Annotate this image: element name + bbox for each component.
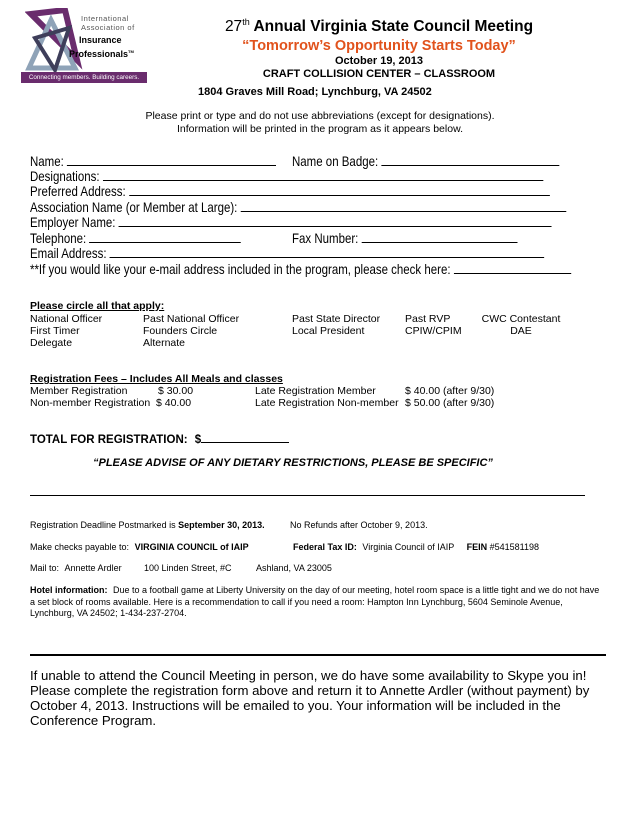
name-label: Name: — [30, 153, 64, 169]
mail-city: Ashland, VA 23005 — [256, 563, 332, 573]
payable-payee: VIRGINIA COUNCIL of IAIP — [134, 542, 249, 552]
association-label: Association Name (or Member at Large): — [30, 199, 238, 215]
fee-late-member-label: Late Registration Member — [255, 385, 376, 397]
designations-row — [30, 168, 543, 184]
hotel-info — [30, 585, 606, 620]
option-delegate[interactable]: Delegate — [30, 337, 73, 349]
fee-member-label: Member Registration — [30, 385, 128, 397]
preferred-address-field[interactable] — [129, 183, 550, 196]
email-field[interactable] — [110, 245, 545, 258]
deadline-date: September 30, 2013. — [178, 520, 265, 530]
mail-name: Annette Ardler — [64, 563, 122, 573]
employer-field[interactable] — [119, 214, 552, 227]
tax-id-row — [293, 541, 539, 553]
fax-field[interactable] — [362, 230, 518, 243]
fee-late-nonmember-label: Late Registration Non-member — [255, 397, 399, 409]
fein-label: FEIN — [466, 542, 488, 552]
employer-label: Employer Name: — [30, 214, 116, 230]
telephone-label: Telephone: — [30, 230, 87, 246]
skype-note: If unable to attend the Council Meeting in person, we do have some availability to Skype you in! Please complete the registration form above and return it to Annette Ardler (without payment) by October 4, 2013. Instructions will be emailed to you. Your information will be included in the Conference Program. — [30, 668, 590, 728]
option-past-rvp[interactable]: Past RVP — [405, 313, 451, 325]
circle-col2 — [143, 313, 239, 349]
name-field[interactable] — [67, 153, 276, 166]
event-theme: “Tomorrow’s Opportunity Starts Today” — [242, 38, 516, 55]
fee-member-price: $ 30.00 — [158, 385, 194, 397]
circle-col3 — [292, 313, 380, 337]
ordinal-suffix: th — [242, 17, 250, 27]
email-label: Email Address: — [30, 245, 107, 261]
instructions — [100, 110, 540, 136]
option-local-president[interactable]: Local President — [292, 325, 365, 337]
hotel-label: Hotel information: — [30, 585, 108, 595]
instructions-line1: Please print or type and do not use abbreviations (except for designations). — [145, 110, 495, 122]
hotel-text: Due to a football game at Liberty University on the day of our meeting, hotel room space is a little tight and we do not have a set block of rooms available. Here is a recommendation to call if you need a room: Hampton Inn Lynchburg, 5604 Seminole Avenue, Lynchburg, VA 24502; 1-434-237-2704. — [30, 585, 600, 618]
total-currency: $ — [194, 434, 202, 446]
employer-row — [30, 214, 552, 230]
tax-id-label: Federal Tax ID: — [293, 542, 357, 552]
tax-id-value: Virginia Council of IAIP — [362, 542, 455, 552]
event-title-text: Annual Virginia State Council Meeting — [253, 18, 534, 36]
name-row — [30, 153, 276, 169]
telephone-field[interactable] — [89, 230, 241, 243]
mail-to-row — [30, 562, 122, 574]
fee-late-nonmember-price: $ 50.00 (after 9/30) — [405, 397, 495, 409]
event-title: 27th Annual Virginia State Council Meeting — [224, 17, 534, 36]
circle-heading: Please circle all that apply: — [30, 300, 165, 312]
option-founders-circle[interactable]: Founders Circle — [143, 325, 218, 337]
payable-row — [30, 541, 249, 553]
association-field[interactable] — [241, 199, 567, 212]
option-dae[interactable]: DAE — [510, 325, 532, 337]
dietary-field[interactable] — [30, 494, 585, 496]
payable-prefix: Make checks payable to: — [30, 542, 130, 552]
badge-row — [292, 153, 559, 169]
option-first-timer[interactable]: First Timer — [30, 325, 80, 337]
deadline-row — [30, 519, 265, 531]
logo-line3: Insurance — [79, 35, 122, 45]
designations-label: Designations: — [30, 168, 100, 184]
circle-col1 — [30, 313, 102, 349]
fee-late-member-price: $ 40.00 (after 9/30) — [405, 385, 495, 397]
total-row — [30, 430, 289, 446]
email-row — [30, 245, 544, 261]
header — [150, 12, 608, 81]
logo-tagline: Connecting members. Building careers. — [21, 72, 147, 83]
fax-row — [292, 230, 517, 246]
email-consent-row — [30, 261, 571, 277]
instructions-line2: Information will be printed in the program as it appears below. — [177, 123, 463, 135]
option-cwc-contestant[interactable]: CWC Contestant — [481, 313, 561, 325]
option-national-officer[interactable]: National Officer — [30, 313, 103, 325]
logo-tm: TM — [128, 49, 134, 54]
telephone-row — [30, 230, 241, 246]
designations-field[interactable] — [103, 168, 543, 181]
total-field[interactable] — [201, 430, 289, 443]
total-label: TOTAL FOR REGISTRATION: — [30, 434, 188, 446]
fees-heading: Registration Fees – Includes All Meals and classes — [30, 373, 283, 385]
circle-col5 — [478, 313, 564, 337]
mail-prefix: Mail to: — [30, 563, 60, 573]
fax-label: Fax Number: — [292, 230, 359, 246]
badge-field[interactable] — [381, 153, 559, 166]
event-date: October 19, 2013 — [334, 55, 424, 68]
logo — [25, 8, 147, 84]
dietary-notice: “PLEASE ADVISE OF ANY DIETARY RESTRICTIONS, PLEASE BE SPECIFIC” — [93, 457, 493, 469]
option-past-state-director[interactable]: Past State Director — [292, 313, 381, 325]
mail-street: 100 Linden Street, #C — [144, 563, 232, 573]
badge-label: Name on Badge: — [292, 153, 379, 169]
option-past-national-officer[interactable]: Past National Officer — [143, 313, 240, 325]
fein-value: #541581198 — [489, 542, 540, 552]
section-divider — [30, 654, 606, 656]
refund-policy: No Refunds after October 9, 2013. — [290, 520, 428, 530]
event-address: 1804 Graves Mill Road; Lynchburg, VA 24502 — [198, 86, 432, 98]
option-cpiw-cpim[interactable]: CPIW/CPIM — [405, 325, 462, 337]
logo-line2: Association of — [81, 23, 135, 32]
association-row — [30, 199, 566, 215]
preferred-address-row — [30, 183, 550, 199]
email-consent-field[interactable] — [454, 261, 571, 274]
preferred-address-label: Preferred Address: — [30, 183, 126, 199]
option-alternate[interactable]: Alternate — [143, 337, 186, 349]
email-consent-label: **If you would like your e-mail address included in the program, please check here: — [30, 261, 451, 277]
logo-line4: Professionals — [69, 49, 129, 59]
deadline-prefix: Registration Deadline Postmarked is — [30, 520, 179, 530]
fee-nonmember-label: Non-member Registration — [30, 397, 151, 409]
event-venue: CRAFT COLLISION CENTER – CLASSROOM — [262, 68, 496, 81]
fee-nonmember-price: $ 40.00 — [156, 397, 192, 409]
circle-col4 — [405, 313, 462, 337]
logo-line1: International — [81, 14, 129, 23]
